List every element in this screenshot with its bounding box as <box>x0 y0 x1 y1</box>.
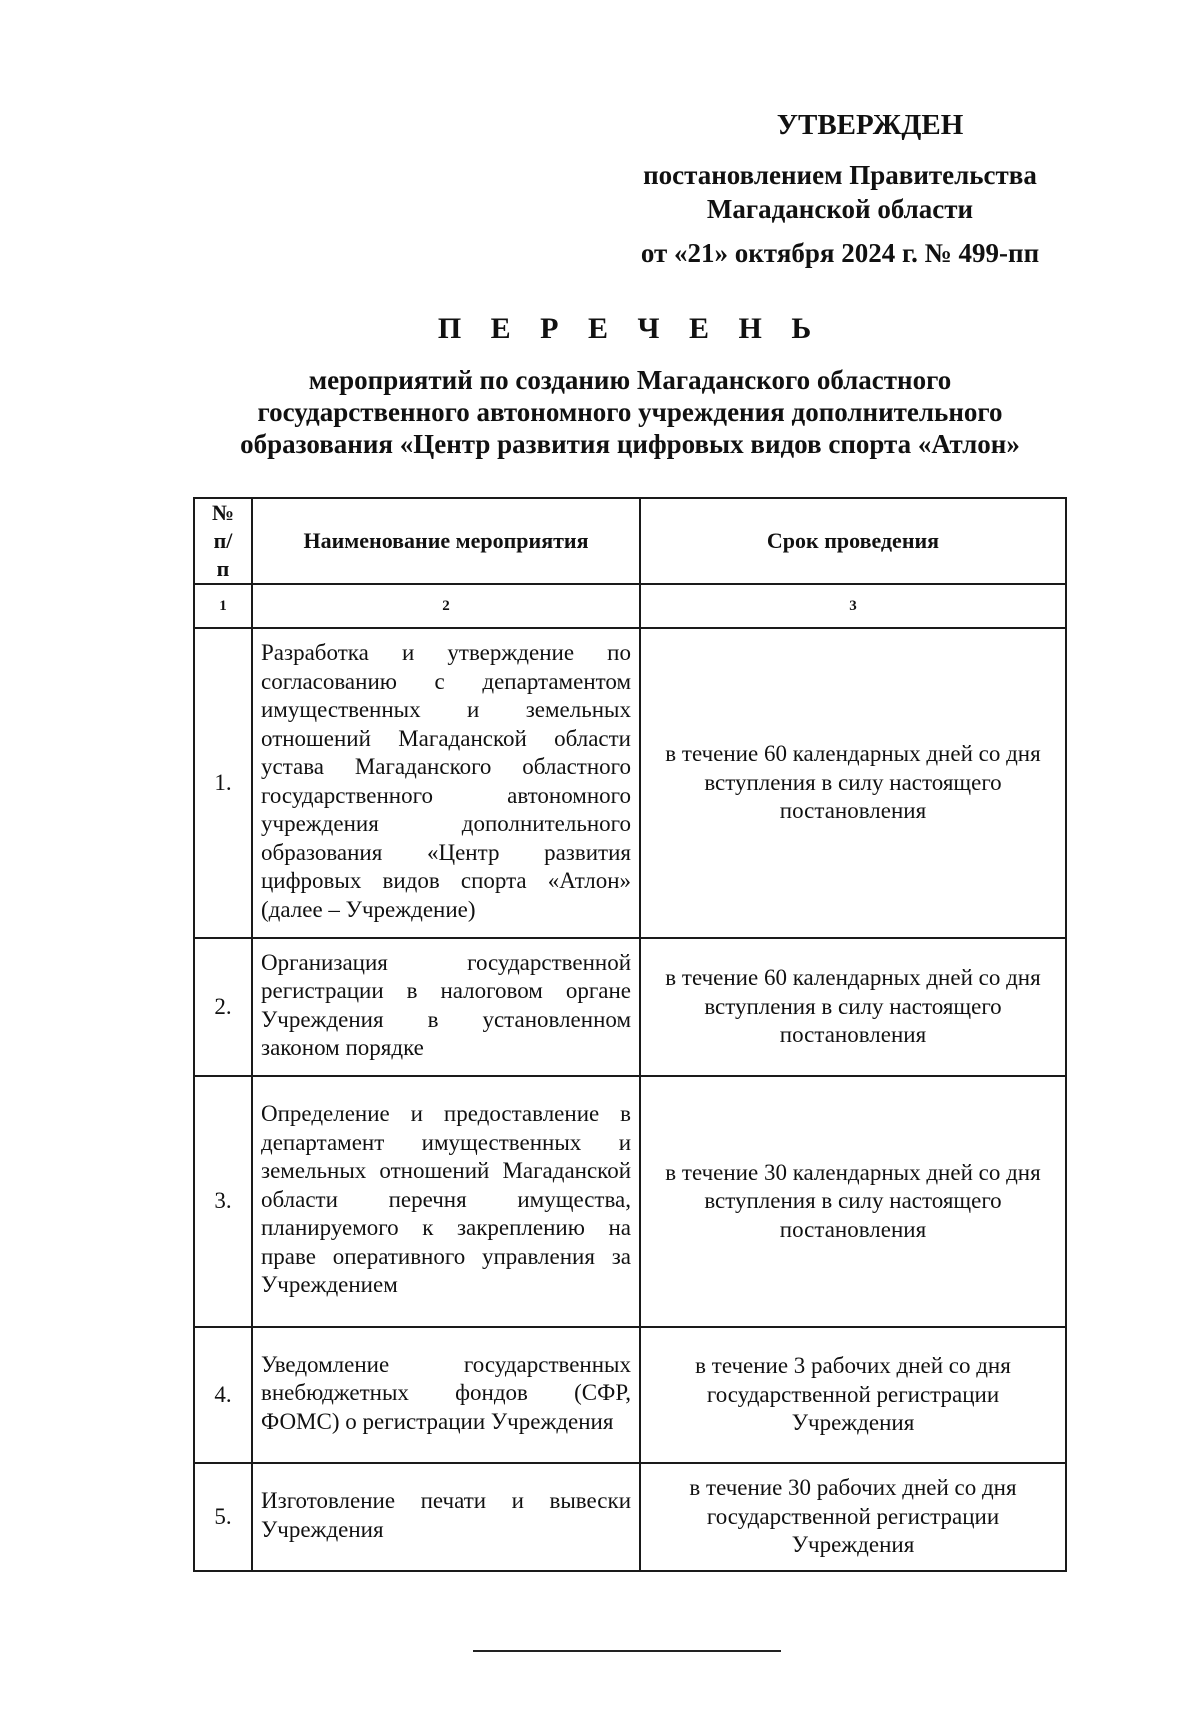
header-number: № п/п <box>194 498 252 584</box>
row-number: 5. <box>194 1463 252 1571</box>
activity-term: в течение 3 рабочих дней со дня государственной регистрации Учреждения <box>640 1327 1066 1463</box>
row-number: 1. <box>194 628 252 938</box>
document-title-block <box>180 312 1080 460</box>
table-row <box>194 938 1066 1076</box>
activity-name: Организация государственной регистрации в налоговом органе Учреждения в установленном законом порядке <box>252 938 640 1076</box>
activity-term: в течение 30 календарных дней со дня вступления в силу настоящего постановления <box>640 1076 1066 1327</box>
approval-heading: УТВЕРЖДЕН <box>776 109 964 141</box>
activity-term: в течение 60 календарных дней со дня вступления в силу настоящего постановления <box>640 628 1066 938</box>
table-header-row <box>194 498 1066 584</box>
column-number-1: 1 <box>194 584 252 628</box>
activity-name: Уведомление государственных внебюджетных фондов (СФР, ФОМС) о регистрации Учреждения <box>252 1327 640 1463</box>
document-title: П Е Р Е Ч Е Н Ь <box>437 312 823 345</box>
approval-line-1: постановлением Правительства <box>643 160 1037 190</box>
activity-name: Определение и предоставление в департамент имущественных и земельных отношений Магаданской области перечня имущества, планируемого к закреплению на праве оперативного управления за Учреждением <box>252 1076 640 1327</box>
document-subtitle-line-2: государственного автономного учреждения дополнительного <box>257 397 1003 427</box>
table-row <box>194 1327 1066 1463</box>
row-number: 3. <box>194 1076 252 1327</box>
table-row <box>194 1076 1066 1327</box>
header-activity-name: Наименование мероприятия <box>252 498 640 584</box>
approval-stamp-block <box>600 108 1080 270</box>
row-number: 4. <box>194 1327 252 1463</box>
approval-date: от «21» октября 2024 г. № 499-пп <box>640 238 1040 268</box>
column-number-row <box>194 584 1066 628</box>
activity-term: в течение 30 рабочих дней со дня государственной регистрации Учреждения <box>640 1463 1066 1571</box>
column-number-3: 3 <box>640 584 1066 628</box>
approval-line-2: Магаданской области <box>706 194 974 224</box>
column-number-2: 2 <box>252 584 640 628</box>
document-subtitle-line-1: мероприятий по созданию Магаданского областного <box>308 365 952 395</box>
table-row <box>194 1463 1066 1571</box>
activity-name: Изготовление печати и вывески Учреждения <box>252 1463 640 1571</box>
closing-divider-line <box>473 1650 781 1652</box>
table-row <box>194 628 1066 938</box>
document-subtitle-line-3: образования «Центр развития цифровых видов спорта «Атлон» <box>240 429 1020 459</box>
activity-name: Разработка и утверждение по согласованию с департаментом имущественных и земельных отношений Магаданской области устава Магаданского областного государственного автономного учреждения дополнительного образования «Центр развития цифровых видов спорта «Атлон» (далее – Учреждение) <box>252 628 640 938</box>
header-term: Срок проведения <box>640 498 1066 584</box>
activity-term: в течение 60 календарных дней со дня вступления в силу настоящего постановления <box>640 938 1066 1076</box>
activities-table <box>193 497 1067 1572</box>
row-number: 2. <box>194 938 252 1076</box>
